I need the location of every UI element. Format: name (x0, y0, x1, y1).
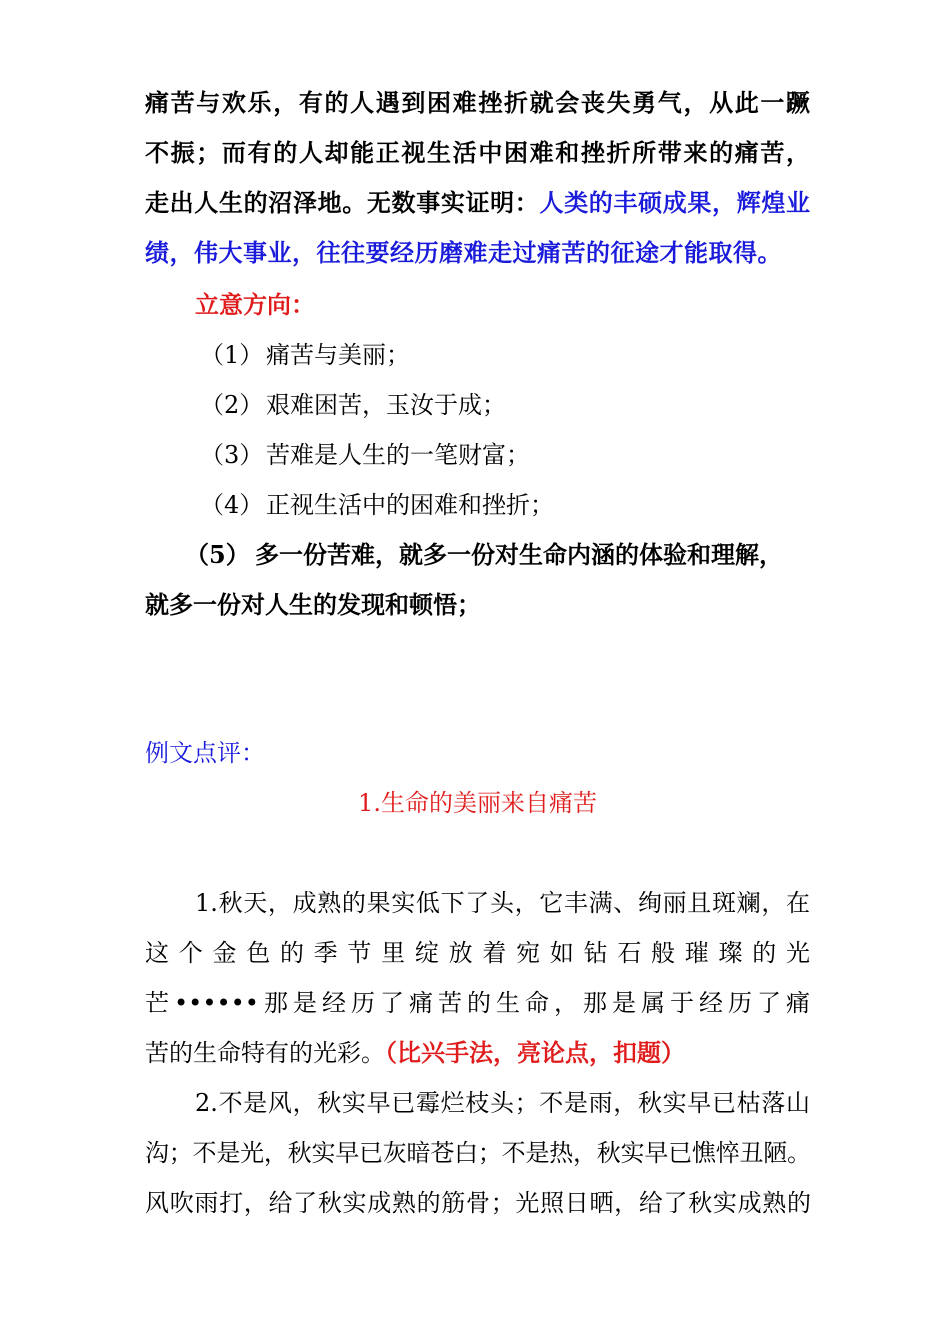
intro-highlight-start: 人类的丰硕成果，辉煌业 (539, 188, 811, 217)
direction-item-number: （3） (200, 441, 264, 469)
para1-comment: （比兴手法，亮论点，扣题） (385, 1038, 685, 1067)
para2-line-2: 沟；不是光，秋实早已灰暗苍白；不是热，秋实早已憔悴丑陋。 (145, 1139, 810, 1167)
direction-item-1 (200, 330, 600, 380)
para2-line-1: 2.不是风，秋实早已霉烂枝头；不是雨，秋实早已枯落山 (195, 1089, 810, 1117)
direction-item-number: （2） (200, 391, 264, 419)
direction-item-number: （5） (185, 540, 250, 569)
para1-line-4 (145, 1028, 810, 1078)
direction-item-number: （1） (200, 341, 264, 369)
para1-line-3: 芒••••••那是经历了痛苦的生命，那是属于经历了痛 (145, 989, 810, 1017)
intro-line-3-plain: 走出人生的沼泽地。无数事实证明： (145, 188, 540, 217)
direction-item-4 (200, 480, 600, 530)
intro-line-3 (145, 178, 810, 228)
direction-item-5 (185, 530, 810, 580)
direction-item-number: （4） (200, 491, 264, 519)
direction-item-text: 艰难困苦，玉汝于成； (266, 391, 506, 419)
intro-highlight-end: 绩，伟大事业，往往要经历磨难走过痛苦的征途才能取得。 (145, 238, 782, 267)
direction-item-text: 苦难是人生的一笔财富； (266, 441, 530, 469)
direction-item-2 (200, 380, 600, 430)
direction-item-text: 痛苦与美丽； (266, 341, 410, 369)
direction-heading: 立意方向： (195, 290, 315, 319)
direction-item-5-continuation: 就多一份对人生的发现和顿悟； (145, 590, 481, 619)
direction-item-text: 正视生活中的困难和挫折； (266, 491, 554, 519)
direction-item-3 (200, 430, 600, 480)
para1-line-4-text: 苦的生命特有的光彩。 (145, 1039, 385, 1067)
para2-line-3: 风吹雨打，给了秋实成熟的筋骨；光照日晒，给了秋实成熟的 (145, 1189, 810, 1217)
essay-title: 1.生命的美丽来自痛苦 (358, 789, 597, 817)
direction-item-text: 多一份苦难，就多一份对生命内涵的体验和理解， (255, 540, 783, 569)
intro-line-2: 不振；而有的人却能正视生活中困难和挫折所带来的痛苦， (145, 138, 810, 167)
para1-line-1: 1.秋天，成熟的果实低下了头，它丰满、绚丽且斑斓，在 (195, 889, 810, 917)
para1-line-2: 这个金色的季节里绽放着宛如钻石般璀璨的光 (145, 939, 810, 967)
example-heading: 例文点评： (145, 739, 265, 767)
intro-line-1: 痛苦与欢乐，有的人遇到困难挫折就会丧失勇气，从此一蹶 (145, 88, 810, 117)
